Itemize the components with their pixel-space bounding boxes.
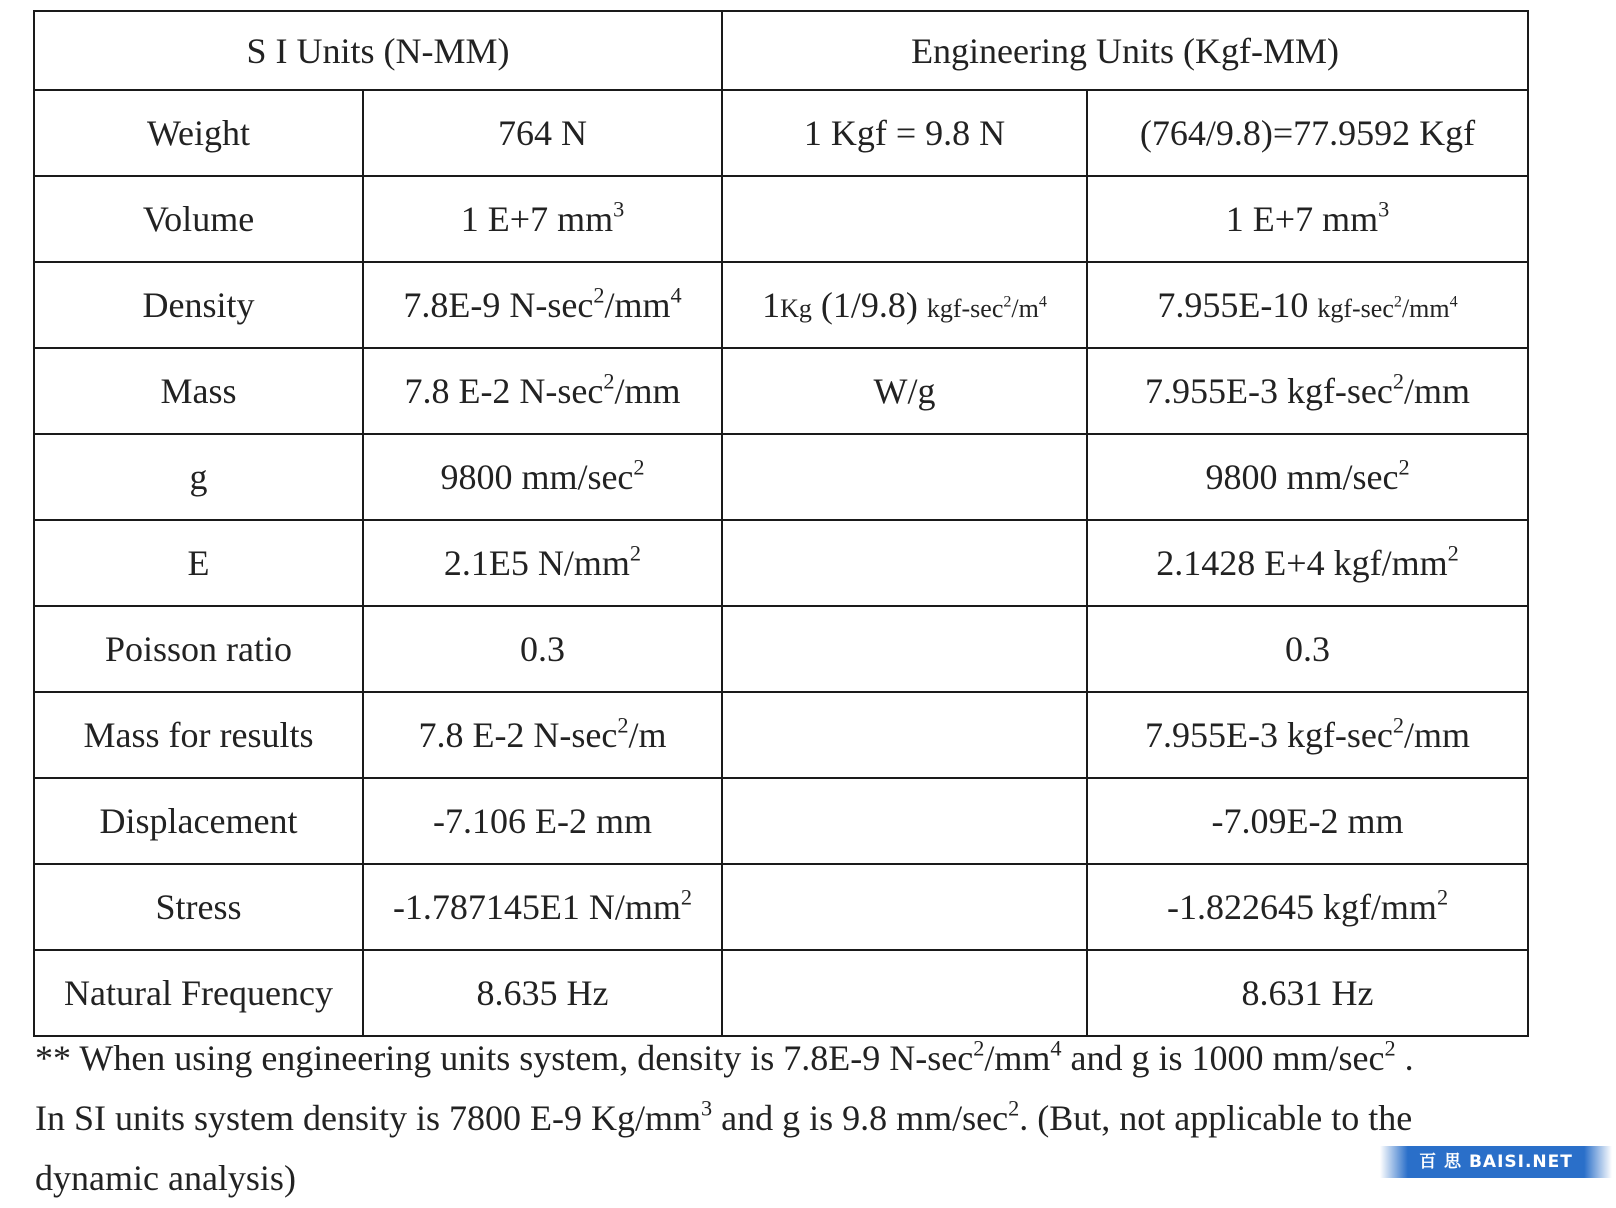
engineering-value: 8.631 Hz: [1087, 950, 1528, 1036]
si-value: -7.106 E-2 mm: [363, 778, 722, 864]
engineering-value: 0.3: [1087, 606, 1528, 692]
conversion-cell: [722, 434, 1087, 520]
property-label: g: [34, 434, 363, 520]
conversion-cell: 1 Kgf = 9.8 N: [722, 90, 1087, 176]
engineering-value: 7.955E-3 kgf-$\sec^2/mm$: [1087, 348, 1528, 434]
engineering-value: 2.1428 E+4 kgf/$mm^2$: [1087, 520, 1528, 606]
units-comparison-table: [33, 10, 1529, 1037]
si-value: 7.8 E-2 $N-\sec^2/mm$: [363, 348, 722, 434]
si-value: -1.787145E1 $N/mm^2$: [363, 864, 722, 950]
watermark-logo: 百 思 BAISI.NET: [1380, 1146, 1612, 1178]
footnote-line-2: In SI units system density is 7800 E-9 $Kg/mm^3$ and g is 9.8 $mm/\sec^2$. (But, not applicable to the: [35, 1095, 1413, 1138]
footnote: [35, 1028, 1595, 1208]
table-row-poisson-ratio: [34, 606, 1528, 692]
table-row-natural-frequency: [34, 950, 1528, 1036]
table-row-volume: [34, 176, 1528, 262]
conversion-cell: [722, 864, 1087, 950]
si-value: 764 N: [363, 90, 722, 176]
conversion-cell: [722, 950, 1087, 1036]
si-value: 9800 $mm/\sec^2$: [363, 434, 722, 520]
property-label: E: [34, 520, 363, 606]
si-value: 1 E+7 $mm^3$: [363, 176, 722, 262]
conversion-cell: 1Kg (1/9.8) kgf-$\sec^2/m^4$: [722, 262, 1087, 348]
engineering-value: (764/9.8)=77.9592 Kgf: [1087, 90, 1528, 176]
property-label: Density: [34, 262, 363, 348]
table-row-g: [34, 434, 1528, 520]
table-row-mass: [34, 348, 1528, 434]
conversion-cell: [722, 176, 1087, 262]
engineering-value: -1.822645 kgf/$mm^2$: [1087, 864, 1528, 950]
footnote-line-1: ** When using engineering units system, density is 7.8E-9 $N-\sec^2/mm^4$ and g is 1000 $mm/\sec^2$ .: [35, 1035, 1414, 1078]
conversion-cell: [722, 778, 1087, 864]
footnote-line-3: dynamic analysis): [35, 1158, 296, 1198]
property-label: Mass: [34, 348, 363, 434]
engineering-value: -7.09E-2 mm: [1087, 778, 1528, 864]
table-row-density: [34, 262, 1528, 348]
property-label: Volume: [34, 176, 363, 262]
property-label: Weight: [34, 90, 363, 176]
table-row-weight: [34, 90, 1528, 176]
conversion-cell: [722, 606, 1087, 692]
property-label: Natural Frequency: [34, 950, 363, 1036]
table-header-row: [34, 11, 1528, 90]
table-row-mass-for-results: [34, 692, 1528, 778]
table-row-displacement: [34, 778, 1528, 864]
si-value: 0.3: [363, 606, 722, 692]
si-value: 8.635 Hz: [363, 950, 722, 1036]
engineering-value: 7.955E-3 kgf-$\sec^2/mm$: [1087, 692, 1528, 778]
si-units-header: S I Units (N-MM): [34, 11, 722, 90]
engineering-value: 7.955E-10 kgf-$\sec^2/mm^4$: [1087, 262, 1528, 348]
engineering-value: 1 E+7 $mm^3$: [1087, 176, 1528, 262]
conversion-cell: [722, 520, 1087, 606]
si-value: 2.1E5 $N/mm^2$: [363, 520, 722, 606]
property-label: Mass for results: [34, 692, 363, 778]
table-row-stress: [34, 864, 1528, 950]
engineering-value: 9800 $mm/\sec^2$: [1087, 434, 1528, 520]
conversion-cell: W/g: [722, 348, 1087, 434]
property-label: Stress: [34, 864, 363, 950]
table-row-e: [34, 520, 1528, 606]
property-label: Poisson ratio: [34, 606, 363, 692]
si-value: 7.8 E-2 $N-\sec^2/m$: [363, 692, 722, 778]
conversion-cell: [722, 692, 1087, 778]
si-value: 7.8E-9 $N-\sec^2/mm^4$: [363, 262, 722, 348]
engineering-units-header: Engineering Units (Kgf-MM): [722, 11, 1528, 90]
property-label: Displacement: [34, 778, 363, 864]
